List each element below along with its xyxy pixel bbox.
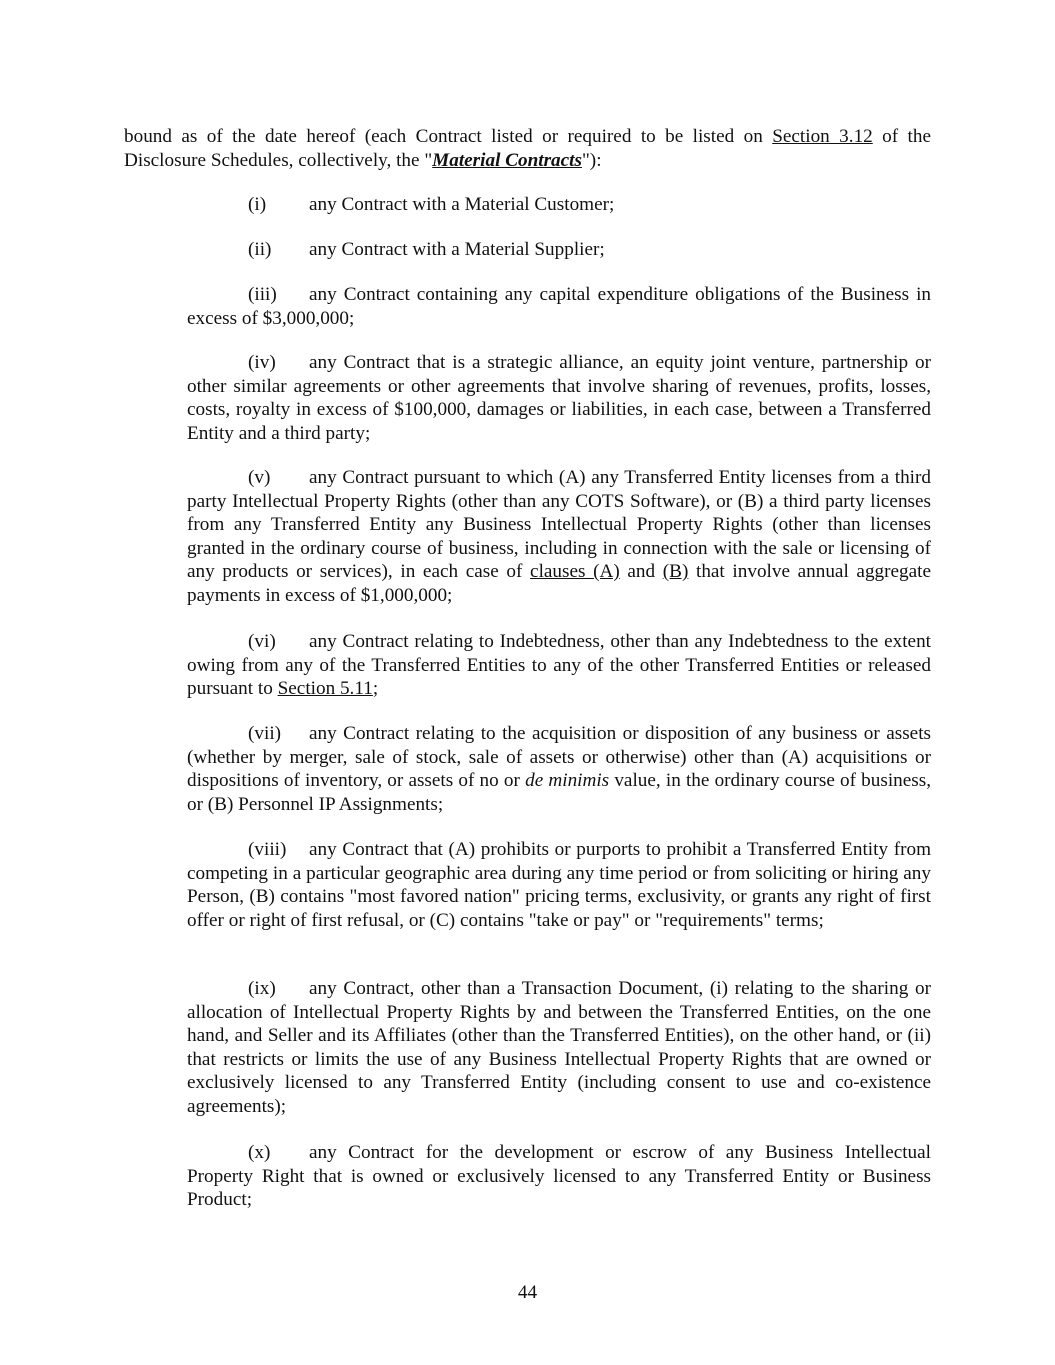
section-3-12-reference: Section 3.12 bbox=[772, 126, 873, 147]
list-item-iii bbox=[187, 283, 931, 330]
item-number: (i) bbox=[248, 194, 267, 215]
item-text: any Contract that is a strategic alliance, an equity joint venture, partnership or other similar agreements or other agreements that involve sharing of revenues, profits, losses, costs, royalty in excess of $100,000, damages or liabilities, in each case, between a Transferred Entity and a third party; bbox=[187, 352, 931, 444]
item-number: (ix) bbox=[248, 978, 276, 999]
item-number: (viii) bbox=[248, 839, 287, 860]
item-text: any Contract with a Material Supplier; bbox=[309, 239, 605, 260]
list-item-v: (v) any Contract pursuant to which (A) any Transferred Entity licenses from a third party Intellectual Property Rights (other than any COTS Software), or (B) a third party licenses from any Transferred Entity any Business Intellectual Property Rights (other than licenses granted in the ordinary course of business, including in connection with the sale or licensing of any products or services), in each case of clauses (A) and (B) that involve annual aggregate payments in excess of $1,000,000; bbox=[187, 467, 931, 606]
item-number: (vi) bbox=[248, 631, 276, 652]
list-item-viii bbox=[187, 838, 931, 932]
item-number: (iii) bbox=[248, 284, 277, 305]
defined-term-material-contracts: Material Contracts bbox=[432, 149, 582, 171]
list-item-i bbox=[187, 193, 931, 217]
list-item-ix bbox=[187, 977, 931, 1119]
item-text: any Contract, other than a Transaction Document, (i) relating to the sharing or allocation of Intellectual Property Rights by and between the Transferred Entities, on the one hand, and Seller and its Affiliates (other than the Transferred Entities), on the other hand, or (ii) that restricts or limits the use of any Business Intellectual Property Rights that are owned or exclusively licensed to any Transferred Entity (including consent to use and co-existence agreements); bbox=[187, 978, 931, 1117]
de-minimis-term: de minimis bbox=[525, 770, 610, 792]
clause-b-reference: (B) bbox=[662, 561, 689, 583]
item-text: any Contract with a Material Customer; bbox=[309, 194, 615, 215]
item-text: any Contract for the development or escrow of any Business Intellectual Property Right that is owned or exclusively licensed to any Transferred Entity or Business Product; bbox=[187, 1142, 931, 1211]
intro-paragraph: bound as of the date hereof (each Contract listed or required to be listed on Section 3.12 of the Disclosure Schedules, collectively, the "Material Contracts"): bbox=[124, 126, 931, 171]
item-number: (iv) bbox=[248, 352, 276, 373]
list-item-iv bbox=[187, 351, 931, 445]
item-number: (ii) bbox=[248, 239, 272, 260]
item-text: any Contract containing any capital expenditure obligations of the Business in excess of $3,000,000; bbox=[187, 284, 931, 329]
item-number: (v) bbox=[248, 467, 271, 488]
item-number: (x) bbox=[248, 1142, 271, 1163]
item-text: any Contract that (A) prohibits or purports to prohibit a Transferred Entity from competing in a particular geographic area during any time period or from soliciting or hiring any Person, (B) contains "most favored nation" pricing terms, exclusivity, or grants any right of first offer or right of first refusal, or (C) contains "take or pay" or "requirements" terms; bbox=[187, 839, 931, 931]
clauses-a-reference: clauses (A) bbox=[530, 561, 620, 583]
list-item-x bbox=[187, 1141, 931, 1212]
list-item-ii bbox=[187, 238, 931, 262]
item-number: (vii) bbox=[248, 723, 282, 744]
list-item-vi: (vi) any Contract relating to Indebtedness, other than any Indebtedness to the extent owing from any of the Transferred Entities to any of the other Transferred Entities or released pursuant to Section 5.11; bbox=[187, 631, 931, 700]
page-number: 44 bbox=[517, 1282, 538, 1303]
section-5-11-reference: Section 5.11 bbox=[277, 678, 373, 700]
list-item-vii: (vii) any Contract relating to the acquisition or disposition of any business or assets (whether by merger, sale of stock, sale of assets or otherwise) other than (A) acquisitions or dispositions of inventory, or assets of no or de minimis value, in the ordinary course of business, or (B) Personnel IP Assignments; bbox=[187, 723, 931, 815]
